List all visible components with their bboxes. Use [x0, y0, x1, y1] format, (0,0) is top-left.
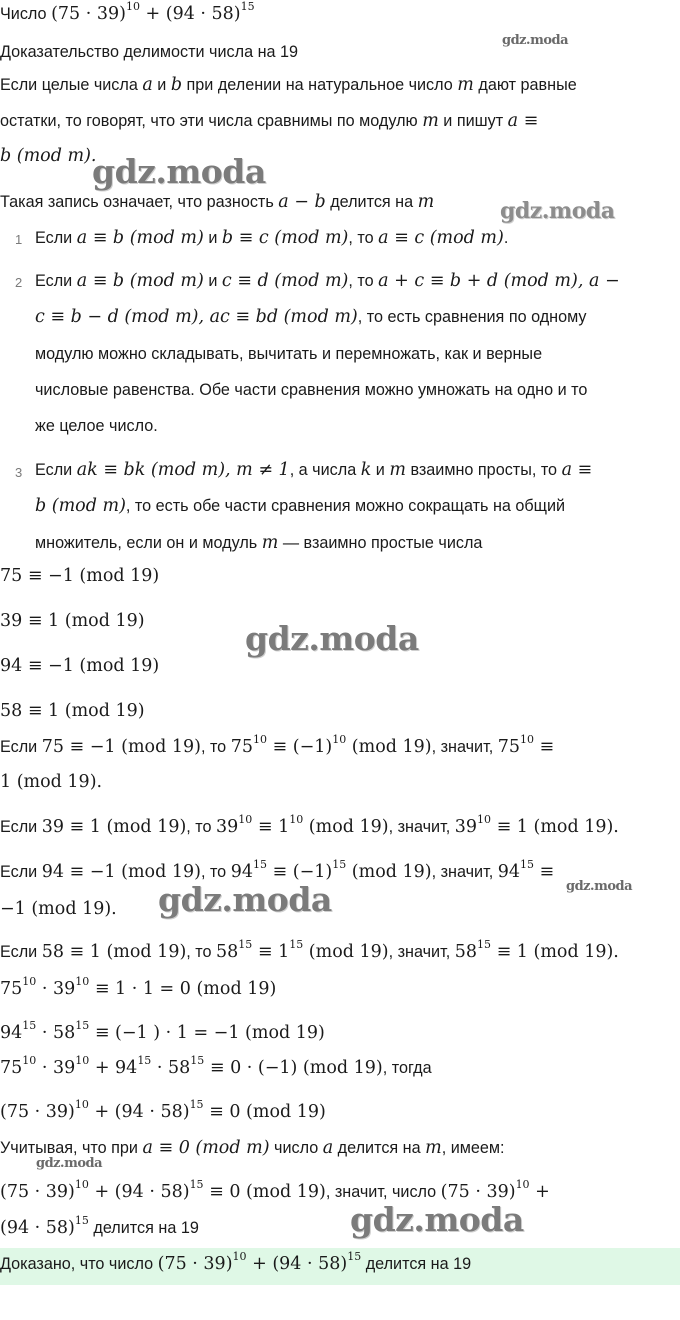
property-2-line-5: же целое число.	[35, 417, 158, 435]
step-39: Если 39 ≡ 1 (mod 19), то $39^{10} \equiv 1^{10}$ (mod 19), значит, $39^{10} \equiv 1$ (mod 19).	[0, 813, 619, 837]
property-2-line-2: c ≡ b − d (mod m), ac ≡ bd (mod m), то есть сравнения по одному	[35, 307, 587, 327]
congruence-58: 58 ≡ 1 (mod 19)	[0, 701, 145, 721]
result-text: Доказано, что число $(75 \cdot 39)^{10} + (94 \cdot 58)^{15}$ делится на 19	[0, 1250, 472, 1274]
property-2-line-4: числовые равенства. Обе части сравнения можно умножать на одно и то	[35, 381, 588, 399]
conclusion-line-3: $(94 \cdot 58)^{15}$ делится на 19	[0, 1214, 199, 1238]
definition-line-1: Если целые числа a и b при делении на натуральное число m дают равные	[0, 75, 577, 95]
step-94-line-2: −1 (mod 19).	[0, 899, 117, 919]
step-58: Если 58 ≡ 1 (mod 19), то $58^{15} \equiv 1^{15}$ (mod 19), значит, $58^{15} \equiv 1$ (mod 19).	[0, 938, 619, 962]
list-number: 2	[15, 275, 23, 290]
congruence-75: 75 ≡ −1 (mod 19)	[0, 566, 160, 586]
congruence-39: 39 ≡ 1 (mod 19)	[0, 611, 145, 631]
result-box	[0, 1248, 680, 1285]
list-number: 1	[15, 232, 23, 247]
watermark: gdz.moda	[36, 1156, 103, 1171]
title-expression: $(75 \cdot 39)^{10} + (94 \cdot 58)^{15}$	[51, 0, 255, 24]
task-title: Число $(75 \cdot 39)^{10} + (94 \cdot 58)^{15}$	[0, 0, 255, 24]
watermark: gdz.moda	[566, 879, 633, 894]
property-3-line-1: Если ak ≡ bk (mod m), m ≠ 1, а числа k и m взаимно просты, то a ≡	[35, 460, 593, 480]
list-number: 3	[15, 465, 23, 480]
step-75-line-1: Если 75 ≡ −1 (mod 19), то $75^{10} \equiv (-1)^{10}$ (mod 19), значит, $75^{10}$ ≡	[0, 733, 555, 757]
definition-line-2: остатки, то говорят, что эти числа сравнимы по модулю m и пишут a ≡	[0, 111, 539, 131]
step-75-line-2: 1 (mod 19).	[0, 772, 103, 792]
congruence-94: 94 ≡ −1 (mod 19)	[0, 656, 160, 676]
property-2-line-1: Если a ≡ b (mod m) и c ≡ d (mod m), то a + c ≡ b + d (mod m), a −	[35, 271, 620, 291]
watermark: gdz.moda	[350, 1200, 524, 1239]
property-3-line-3: множитель, если он и модуль m — взаимно простые числа	[35, 533, 483, 553]
sum-result: $(75 \cdot 39)^{10} + (94 \cdot 58)^{15} \equiv 0$ (mod 19)	[0, 1098, 326, 1122]
step-94-line-1: Если 94 ≡ −1 (mod 19), то $94^{15} \equiv (-1)^{15}$ (mod 19), значит, $94^{15}$ ≡	[0, 858, 555, 882]
product-94-58: $94^{15} \cdot 58^{15} \equiv (-1$ ) · 1 = −1 (mod 19)	[0, 1019, 325, 1043]
product-75-39: $75^{10} \cdot 39^{10} \equiv 1 \cdot 1 = 0$ (mod 19)	[0, 975, 277, 999]
conclusion-line-1: Учитывая, что при a ≡ 0 (mod m) число a делится на m, имеем:	[0, 1138, 505, 1158]
property-3-line-2: b (mod m), то есть обе части сравнения можно сокращать на общий	[35, 496, 566, 516]
watermark: gdz.moda	[245, 619, 419, 658]
conclusion-line-2: $(75 \cdot 39)^{10} + (94 \cdot 58)^{15} \equiv 0$ (mod 19), значит, число $(75 \cdot 39)^{10}$ +	[0, 1178, 550, 1202]
difference-note: Такая запись означает, что разность a − b делится на m	[0, 192, 435, 212]
watermark: gdz.moda	[92, 152, 266, 191]
property-1: Если a ≡ b (mod m) и b ≡ c (mod m), то a ≡ c (mod m).	[35, 228, 509, 248]
watermark: gdz.moda	[500, 198, 615, 224]
watermark: gdz.moda	[502, 33, 569, 48]
watermark: gdz.moda	[158, 880, 332, 919]
sum-congruence: $75^{10} \cdot 39^{10} + 94^{15} \cdot 58^{15} \equiv 0 \cdot (-1)$ (mod 19), тогда	[0, 1054, 432, 1078]
section-heading: Доказательство делимости числа на 19	[0, 43, 299, 61]
property-2-line-3: модулю можно складывать, вычитать и перемножать, как и верные	[35, 345, 543, 363]
definition-line-3: b (mod m).	[0, 146, 97, 166]
